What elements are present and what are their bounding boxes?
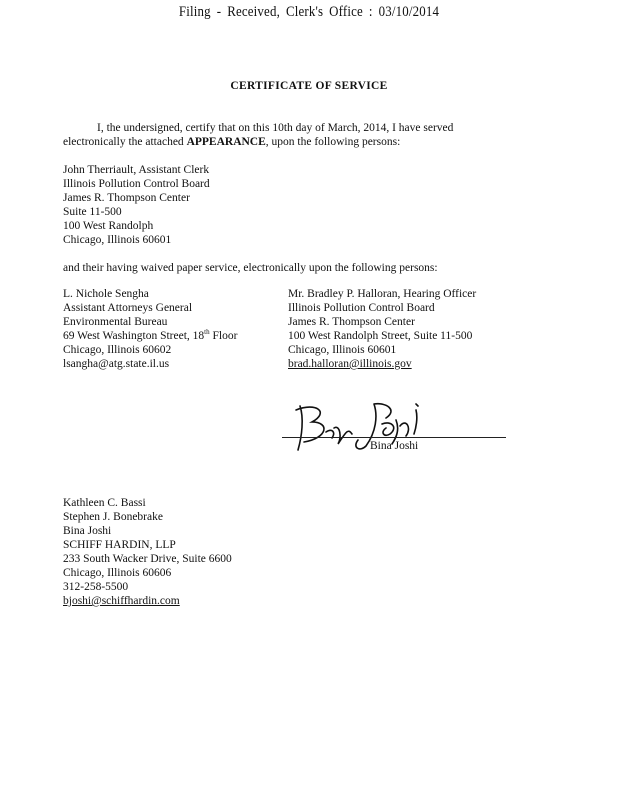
counsel-line: Stephen J. Bonebrake [63, 511, 163, 523]
counsel-line: 233 South Wacker Drive, Suite 6600 [63, 553, 232, 565]
appearance-label: APPEARANCE [186, 136, 266, 148]
clerk-address-line: 100 West Randolph [63, 220, 154, 232]
left-recipient-line: Assistant Attorneys General [63, 302, 193, 314]
left-recipient-email: lsangha@atg.state.il.us [63, 358, 170, 370]
counsel-line: 312-258-5500 [63, 581, 129, 593]
clerk-address-line: John Therriault, Assistant Clerk [63, 164, 210, 176]
right-recipient-line: Mr. Bradley P. Halloran, Hearing Officer [288, 288, 477, 300]
intro-text-a: electronically the attached [63, 136, 187, 148]
right-recipient-block [288, 287, 476, 371]
intro-text-c: , upon the following persons: [265, 136, 401, 148]
document-title: CERTIFICATE OF SERVICE [230, 80, 388, 92]
intro-paragraph [63, 121, 533, 149]
clerk-address-line: Suite 11-500 [63, 206, 122, 218]
waived-service-paragraph: and their having waived paper service, electronically upon the following persons: [63, 262, 438, 274]
signature-line [282, 437, 506, 438]
counsel-block [63, 496, 232, 608]
right-recipient-line: Chicago, Illinois 60601 [288, 344, 397, 356]
street-text-a: 69 West Washington Street, 18 [63, 330, 205, 342]
right-recipient-line: 100 West Randolph Street, Suite 11-500 [288, 330, 473, 342]
clerk-address-line: Illinois Pollution Control Board [63, 178, 210, 190]
right-recipient-line: James R. Thompson Center [288, 316, 415, 328]
left-recipient-city: Chicago, Illinois 60602 [63, 344, 172, 356]
clerk-address-line: James R. Thompson Center [63, 192, 190, 204]
left-recipient-line: L. Nichole Sengha [63, 288, 149, 300]
street-text-b: Floor [209, 330, 238, 342]
floor-ordinal: th [204, 328, 210, 337]
counsel-line: Chicago, Illinois 60606 [63, 567, 172, 579]
signer-name: Bina Joshi [370, 440, 419, 452]
left-recipient-block [63, 287, 237, 371]
intro-line-1: I, the undersigned, certify that on this 10th day of March, 2014, I have served [97, 122, 454, 134]
right-recipient-line: Illinois Pollution Control Board [288, 302, 435, 314]
filing-stamp: Filing - Received, Clerk's Office : 03/10/2014 [178, 4, 440, 20]
counsel-email-link[interactable]: bjoshi@schiffhardin.com [63, 595, 180, 607]
left-recipient-street [63, 329, 237, 343]
left-recipient-line: Environmental Bureau [63, 316, 168, 328]
right-recipient-email-link[interactable]: brad.halloran@illinois.gov [288, 358, 412, 370]
counsel-line: SCHIFF HARDIN, LLP [63, 539, 176, 551]
counsel-line: Kathleen C. Bassi [63, 497, 146, 509]
clerk-address-block [63, 163, 210, 247]
intro-line-2 [63, 135, 533, 149]
clerk-address-line: Chicago, Illinois 60601 [63, 234, 172, 246]
counsel-line: Bina Joshi [63, 525, 112, 537]
